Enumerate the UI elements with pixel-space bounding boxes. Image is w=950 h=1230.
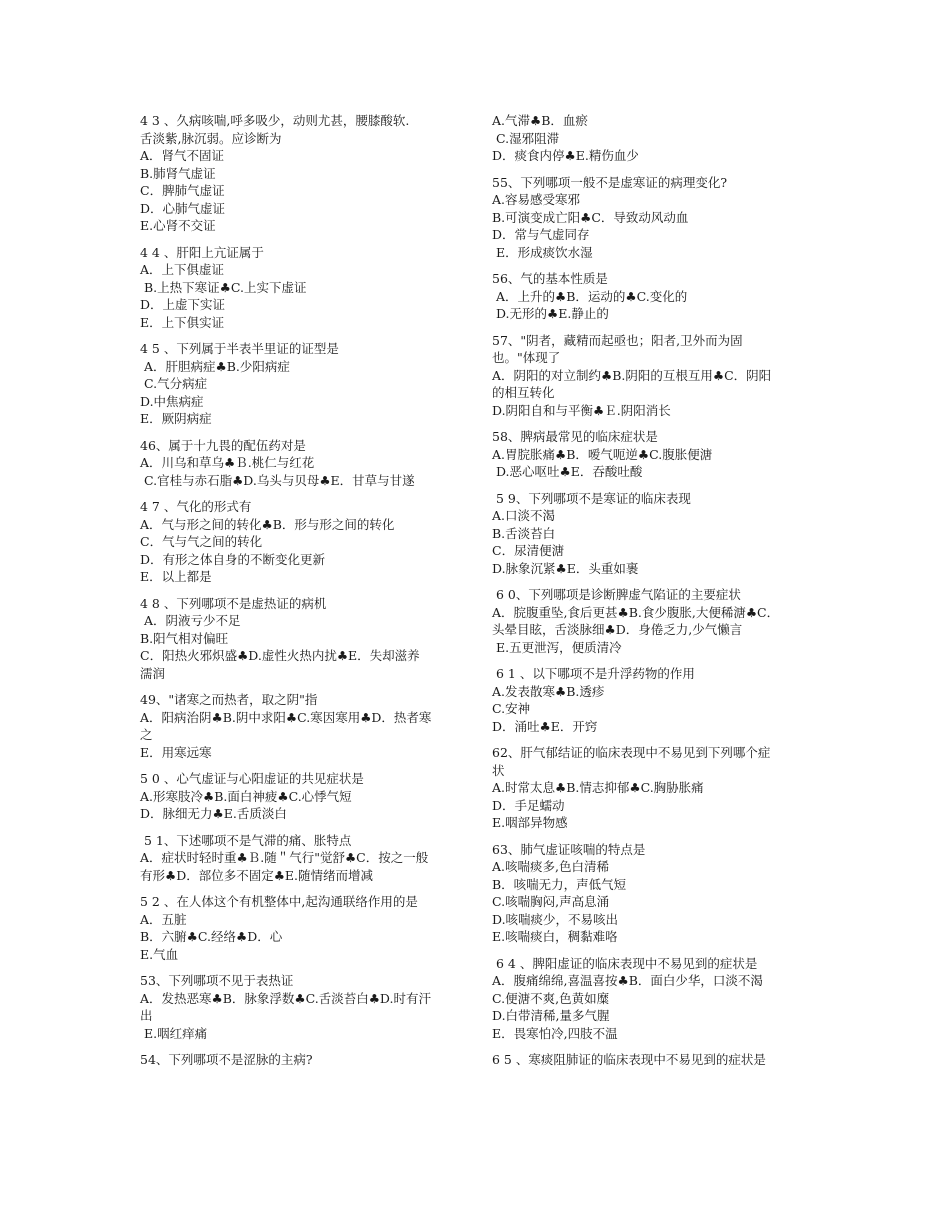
question-text: 63、肺气虚证咳喘的特点是 <box>492 841 646 857</box>
question-line: A.形寒肢冷♣B.面白神疲♣C.心悸气短 <box>140 788 352 804</box>
question-line: E.气血 <box>140 946 179 962</box>
question-line: A.容易感受寒邪 <box>492 192 581 207</box>
question-line: 状 <box>492 762 505 778</box>
question-line: E.心肾不交证 <box>140 218 216 233</box>
question-line: C.便溏不爽,色黄如糜 <box>492 990 610 1006</box>
question-text: 4 7 、气化的形式有 <box>140 499 252 514</box>
left-column <box>140 112 465 1078</box>
question-block <box>492 841 810 946</box>
question-line: E．以上都是 <box>140 569 212 584</box>
question-line: 也。"体现了 <box>492 350 561 365</box>
question-line: B.可演变成亡阳♣C．导致动风动血 <box>492 209 689 225</box>
question-line: 濡润 <box>140 665 166 681</box>
question-text: 6 4 、脾阳虚证的临床表现中不易见到的症状是 <box>492 955 758 971</box>
question-text: 5 0 、心气虚证与心阳虚证的共见症状是 <box>140 771 364 786</box>
question-text: 4 5 、下列属于半表半里证的证型是 <box>140 341 339 356</box>
question-block <box>140 1051 465 1069</box>
question-text: 54、下列哪项不是涩脉的主病? <box>140 1052 313 1067</box>
question-line: C．尿清便溏 <box>492 543 565 558</box>
right-column <box>492 112 810 1078</box>
question-line: B.舌淡苔白 <box>492 525 556 541</box>
question-line: D.白带清稀,量多气腥 <box>492 1008 610 1023</box>
question-block <box>140 498 465 586</box>
question-line: D．上虚下实证 <box>140 297 226 312</box>
question-line: D．涌吐♣E．开窍 <box>492 718 598 734</box>
question-line: C.官桂与赤石脂♣D.乌头与贝母♣E．甘草与甘遂 <box>140 472 415 488</box>
question-block <box>492 270 810 323</box>
question-line: A．五脏 <box>140 911 187 927</box>
question-line: C．气与气之间的转化 <box>140 534 263 549</box>
question-block <box>140 437 465 490</box>
question-block <box>492 1051 810 1069</box>
question-line: A．腹痛绵绵,喜温喜按♣B．面白少华，口淡不渴 <box>492 973 763 988</box>
question-text: A.气滞♣B．血瘀 <box>492 113 588 128</box>
question-line: 有形♣D．部位多不固定♣E.随情绪而增减 <box>140 867 374 883</box>
question-line: D．手足蠕动 <box>492 797 565 813</box>
question-line: C．脾肺气虚证 <box>140 183 225 198</box>
question-line: E.咳喘痰白，稠黏难咯 <box>492 929 618 944</box>
question-text: 56、气的基本性质是 <box>492 271 608 286</box>
question-line: E．形成痰饮水湿 <box>492 244 593 260</box>
question-line: C.咳喘胸闷,声高息涌 <box>492 894 610 909</box>
question-line: E．畏寒怕冷,四肢不温 <box>492 1025 618 1041</box>
question-line: E.咽部异物感 <box>492 815 568 830</box>
question-line: E.咽红痒痛 <box>140 1025 208 1041</box>
question-text: 55、下列哪项一般不是虚寒证的病理变化? <box>492 174 728 190</box>
question-line: A．上下俱虚证 <box>140 262 225 277</box>
question-line: A．川乌和草乌♣Ｂ.桃仁与红花 <box>140 455 315 470</box>
question-block <box>140 244 465 332</box>
question-line: D.脉象沉紧♣E．头重如裹 <box>492 560 639 576</box>
question-text: 49、"诸寒之而热者，取之阴"指 <box>140 692 318 707</box>
question-block <box>492 490 810 578</box>
question-line: A．上升的♣B．运动的♣C.变化的 <box>492 288 688 304</box>
question-line: A．肝胆病症♣B.少阳病症 <box>140 358 290 374</box>
question-block <box>140 770 465 823</box>
question-line: 舌淡紫,脉沉弱。应诊断为 <box>140 130 282 146</box>
question-block <box>140 832 465 885</box>
question-text: 6 1 、以下哪项不是升浮药物的作用 <box>492 666 695 681</box>
question-line: D.无形的♣E.静止的 <box>492 306 609 321</box>
question-line: A.发表散寒♣B.透疹 <box>492 683 605 699</box>
question-line: E．厥阴病症 <box>140 411 212 426</box>
question-block <box>492 112 810 165</box>
question-line: D．脉细无力♣E.舌质淡白 <box>140 806 287 821</box>
question-line: A.咳喘痰多,色白清稀 <box>492 859 609 874</box>
question-line: B.阳气相对偏旺 <box>140 630 229 646</box>
question-block <box>492 174 810 262</box>
question-text: 4 4 、肝阳上亢证属于 <box>140 244 264 260</box>
question-block <box>492 332 810 420</box>
question-block <box>492 665 810 735</box>
question-line: C.气分病症 <box>140 376 208 391</box>
question-line: B．咳喘无力，声低气短 <box>492 876 627 892</box>
question-line: A.胃脘胀痛♣B．嗳气呃逆♣C.腹胀便溏 <box>492 446 713 462</box>
question-block <box>492 586 810 656</box>
question-block <box>140 893 465 963</box>
question-line: A．症状时轻时重♣Ｂ.随＂气行"觉舒♣C．按之一般 <box>140 850 429 865</box>
question-line: A．阴阳的对立制约♣B.阴阳的互根互用♣C．阴阳 <box>492 367 772 383</box>
question-line: D．有形之体自身的不断变化更新 <box>140 551 326 567</box>
question-line: D．痰食内停♣E.精伤血少 <box>492 148 639 163</box>
question-text: 53、下列哪项不见于表热证 <box>140 973 294 988</box>
question-text: 5 1、下述哪项不是气滞的痛、胀特点 <box>140 832 352 848</box>
question-block <box>140 691 465 761</box>
question-text: 6 0、下列哪项是诊断脾虚气陷证的主要症状 <box>492 587 741 602</box>
question-block <box>492 744 810 832</box>
question-line: C.湿邪阻滞 <box>492 130 560 146</box>
question-text: 5 2 、在人体这个有机整体中,起沟通联络作用的是 <box>140 894 418 909</box>
question-line: E.五更泄泻，便质清冷 <box>492 639 622 655</box>
question-block <box>140 972 465 1042</box>
question-block <box>140 340 465 428</box>
question-text: 5 9、下列哪项不是寒证的临床表现 <box>492 490 691 506</box>
question-line: B.肺肾气虚证 <box>140 165 216 181</box>
question-text: 62、肝气郁结证的临床表现中不易见到下列哪个症 <box>492 745 771 760</box>
question-line: E．用寒远寒 <box>140 744 212 760</box>
question-block <box>140 595 465 683</box>
question-line: A．发热恶寒♣B．脉象浮数♣C.舌淡苔白♣D.时有汗 <box>140 990 431 1006</box>
question-line: A．脘腹重坠,食后更甚♣B.食少腹胀,大便稀溏♣C． <box>492 604 780 620</box>
question-line: 之 <box>140 727 153 742</box>
question-line: C.安神 <box>492 701 531 716</box>
question-line: A．肾气不固证 <box>140 148 225 163</box>
question-text: 4 3 、久病咳喘,呼多吸少，动则尤甚，腰膝酸软. <box>140 113 410 128</box>
question-line: A.口淡不渴 <box>492 508 556 523</box>
question-line: A．气与形之间的转化♣B．形与形之间的转化 <box>140 516 395 532</box>
question-text: 6 5 、寒痰阻肺证的临床表现中不易见到的症状是 <box>492 1052 766 1067</box>
question-line: A．阴液亏少不足 <box>140 613 241 628</box>
question-line: 头晕目眩，舌淡脉细♣D．身倦乏力,少气懒言 <box>492 622 743 637</box>
question-line: B．六腑♣C.经络♣D．心 <box>140 929 283 944</box>
question-line: B.上热下寒证♣C.上实下虚证 <box>140 279 307 295</box>
question-text: 4 8 、下列哪项不是虚热证的病机 <box>140 595 327 611</box>
question-line: D．心肺气虚证 <box>140 200 226 216</box>
question-line: C．阳热火邪炽盛♣D.虚性火热内扰♣E．失却滋养 <box>140 648 420 663</box>
question-line: A.时常太息♣B.情志抑郁♣C.胸胁胀痛 <box>492 780 704 795</box>
question-text: 58、脾病最常见的临床症状是 <box>492 429 658 444</box>
question-line: D．常与气虚同存 <box>492 227 590 242</box>
question-line: D.阴阳自和与平衡♣Ｅ.阴阳消长 <box>492 402 671 418</box>
question-line: E．上下俱实证 <box>140 314 225 330</box>
question-block <box>140 112 465 235</box>
question-block <box>492 955 810 1043</box>
question-block <box>492 428 810 481</box>
question-line: D.咳喘痰少，不易咳出 <box>492 911 619 927</box>
question-line: D.中焦病症 <box>140 393 204 409</box>
question-text: 57、"阴者，藏精而起亟也；阳者,卫外而为固 <box>492 332 743 348</box>
question-line: D.恶心呕吐♣E．吞酸吐酸 <box>492 464 643 479</box>
question-line: 出 <box>140 1008 153 1023</box>
question-line: A．阳病治阴♣B.阴中求阳♣C.寒因寒用♣D．热者寒 <box>140 709 432 725</box>
question-text: 46、属于十九畏的配伍药对是 <box>140 437 306 453</box>
question-line: 的相互转化 <box>492 385 555 400</box>
